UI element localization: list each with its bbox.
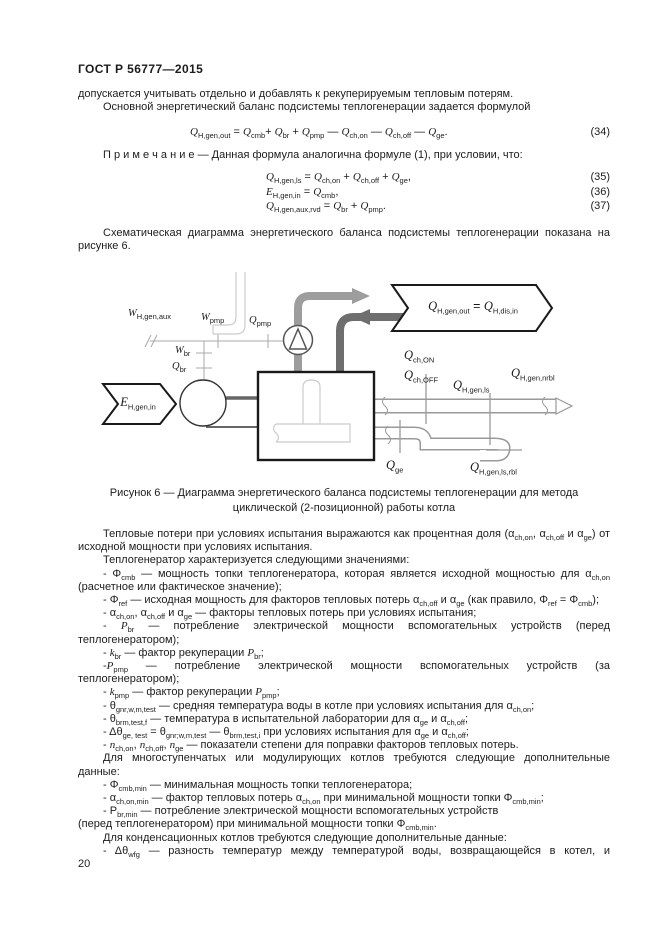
paragraph: (перед теплогенератором) при минимальной мощности топки $\Phi_{cmb,min}$.: [78, 818, 437, 833]
paragraph: допускается учитывать отдельно и добавлять к рекуперируемым тепловым потерям.: [78, 88, 514, 100]
paragraph: - $\alpha_{ch,on}$, $\alpha_{ch,off}$ и $\alpha_{ge}$ — факторы тепловых потерь при условиях испытания;: [103, 607, 477, 622]
paragraph: теплогенератором);: [78, 633, 180, 646]
formula-number: (36): [590, 185, 610, 198]
pump-icon: [284, 326, 313, 355]
label-q-ch-on: $Q_{ch,ON}$: [404, 348, 435, 365]
paragraph: - $n_{ch,on}$, $n_{ch,off}$, $n_{ge}$ — показатели степени для поправки факторов тепловых потерь.: [103, 739, 519, 754]
paragraph: Для конденсационных котлов требуются следующие дополнительные данные:: [103, 831, 507, 844]
label-q-h-gen-ls: $Q_{H,gen,ls}$: [453, 378, 490, 395]
label-q-h-gen-ls-rbl: $Q_{H,gen,ls,rbl}$: [470, 460, 517, 477]
paragraph: - $\Phi_{cmb}$ — мощность топки теплогенератора, которая является исходной мощностью для $\alpha_{ch,on}$: [103, 567, 610, 582]
label-e-h-gen-in: $E_{H,gen,in}$: [120, 395, 156, 412]
paragraph: теплогенератором);: [78, 673, 180, 686]
paragraph: Теплогенератор характеризуется следующими значениями:: [103, 554, 410, 567]
page-number: 20: [78, 858, 91, 870]
paragraph: - $\Phi_{cmb,min}$ — минимальная мощность топки теплогенератора;: [103, 778, 413, 794]
label-q-ch-off: $Q_{ch,OFF}$: [404, 368, 439, 385]
figure6-energy-balance-diagram: [75, 270, 605, 488]
paragraph: $-P_{pmp}$ — потребление электрической мощности вспомогательных устройств (за: [103, 660, 610, 675]
paragraph: - $\theta_{brm,test,f}$ — температура в испытательной лаборатории для $\alpha_{ge}$ и $\alpha_{ch,off}$;: [103, 712, 469, 728]
formula-number: (35): [590, 171, 610, 184]
paragraph: рисунке 6.: [78, 239, 131, 252]
label-q-pmp: $Q_{pmp}$: [249, 315, 272, 329]
paragraph: Основной энергетический баланс подсистемы теплогенерации задается формулой: [103, 101, 531, 114]
paragraph: - $\Delta\theta_{wfg}$ — разность температур между температурой воды, возвращающейся в котел, и: [103, 844, 610, 860]
page-header: ГОСТ Р 56777—2015: [78, 62, 204, 76]
formula-expression: $Q_{H,gen,aux,rvd} = Q_{br} + Q_{pmp}$.: [266, 200, 386, 215]
paragraph: - $\Delta\theta_{ge, test} = \theta_{gnr;w,m,test}$ — $\theta_{brm,test,i}$ при условиях испытания для $\alpha_{ge}$ и $\alpha_{ch,off}$;: [103, 726, 469, 741]
paragraph: - $P_{br,min}$ — потребление электрической мощности вспомогательных устройств: [103, 805, 499, 820]
formula-number: (37): [590, 200, 610, 213]
paragraph: - $\theta_{gnr,w,m,test}$ — средняя температура воды в котле при условиях испытания для $\alpha_{ch,on}$;: [103, 699, 535, 714]
caption-line: циклической (2-позиционной) работы котла: [232, 502, 456, 514]
label-w-pmp: $W_{pmp}$: [201, 312, 225, 326]
paragraph: Тепловые потери при условиях испытания выражаются как процентная доля ($\alpha_{ch,on}$, $\alpha_{ch,off}$ и $\alpha_{ge}$) от: [103, 528, 610, 543]
body-text: [78, 528, 610, 858]
paragraph: - $\alpha_{ch,on,min}$ — фактор тепловых потерь $\alpha_{ch,on}$ при минимальной мощности топки $\Phi_{cmb,min}$;: [103, 792, 544, 807]
supply-arrow: [352, 288, 370, 304]
caption-line: Рисунок 6 — Диаграмма энергетического баланса подсистемы теплогенерации для метода: [109, 487, 579, 499]
paragraph: - $P_{br}$ — потребление электрической мощности вспомогательных устройств (перед: [103, 620, 610, 635]
paragraph: - $k_{br}$ — фактор рекуперации $P_{br}$;: [103, 646, 264, 662]
label-q-h-gen-nrbl: $Q_{H,gen,nrbl}$: [511, 366, 555, 383]
formula-expression: $E_{H,gen,in} = Q_{cmb}$,: [266, 185, 339, 200]
formula-35: [78, 170, 610, 185]
formula-number: (34): [590, 126, 610, 139]
label-q-h-gen-out: $Q_{H,gen,out} = Q_{H,dis,in}$: [428, 299, 518, 316]
note-paragraph: П р и м е ч а н и е — Данная формула аналогична формуле (1), при условии, что:: [103, 148, 523, 161]
formula-expression: $Q_{H,gen,out} = Q_{cmb}+ Q_{br} + Q_{pmp}$ — $Q_{ch,on}$ — $Q_{ch,off}$ — $Q_{ge}$.: [190, 126, 448, 141]
paragraph: (расчетное или фактическое значение);: [78, 580, 282, 593]
paragraph: - $\Phi_{ref}$ — исходная мощность для факторов тепловых потерь $\alpha_{ch,off}$ и $\alpha_{ge}$ (как правило, $\Phi_{ref} = \Phi_{cmb}$);: [103, 594, 600, 609]
label-w-br: $W_{br}$: [175, 345, 191, 359]
paragraph: исходной мощности при условиях испытания.: [78, 541, 313, 554]
paragraph: Схематическая диаграмма энергетического баланса подсистемы теплогенерации показана на: [103, 226, 610, 239]
intro-text: [78, 88, 610, 253]
return-arrow: [352, 309, 370, 325]
burner-circle: [180, 380, 226, 426]
label-q-ge: $Q_{ge}$: [386, 458, 404, 475]
formula-34: [78, 125, 610, 140]
paragraph: Для многоступенчатых или модулирующих котлов требуются следующие дополнительные: [103, 752, 610, 765]
paragraph: данные:: [78, 765, 120, 778]
formula-36: [78, 185, 610, 200]
label-q-br: $Q_{br}$: [172, 361, 187, 375]
figure6-caption: [78, 486, 610, 516]
paragraph: - $k_{pmp}$ — фактор рекуперации $P_{pmp}$;: [103, 686, 280, 701]
boiler-rect: [258, 372, 374, 460]
losses-pipe-lower: [374, 426, 504, 455]
label-w-h-gen-aux: $W_{H,gen,aux}$: [128, 308, 171, 322]
formula-37: [78, 199, 610, 214]
losses-pipe-upper: [374, 397, 572, 415]
formula-expression: $Q_{H,gen,ls} = Q_{ch,on} + Q_{ch,off} + Q_{ge}$,: [266, 171, 411, 186]
